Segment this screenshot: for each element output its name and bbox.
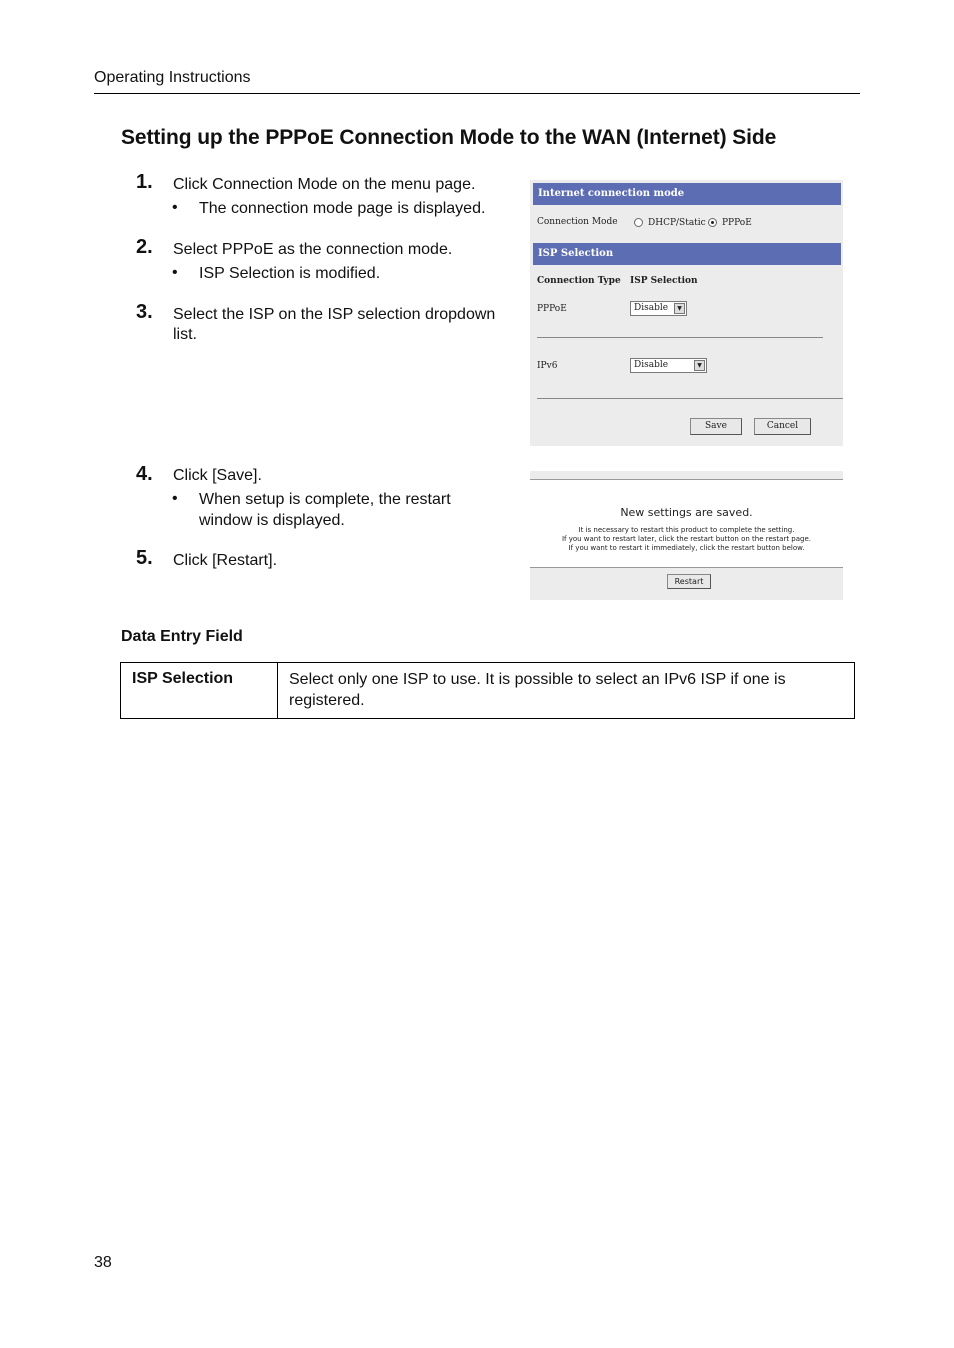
step-text-5: Click [Restart].: [173, 552, 278, 569]
step-text-4: Click [Save].: [173, 467, 262, 484]
internet-connection-mode-header: Internet connection mode: [533, 183, 841, 205]
dhcp-static-radio[interactable]: [634, 218, 643, 227]
step-number-1: 1.: [136, 171, 153, 193]
save-button[interactable]: Save: [690, 418, 742, 435]
pppoe-isp-dropdown-value: Disable: [634, 303, 669, 313]
step-text-1: Click Connection Mode on the menu page.: [173, 176, 476, 193]
bullet-marker: •: [172, 490, 178, 507]
restart-note-line3: If you want to restart it immediately, click the restart button below.: [568, 544, 805, 552]
step-bullet-2: ISP Selection is modified.: [199, 265, 381, 282]
step-number-4: 4.: [136, 463, 153, 485]
step-number-5: 5.: [136, 547, 153, 569]
data-entry-table: [120, 662, 855, 719]
data-entry-heading: Data Entry Field: [121, 628, 243, 645]
step-bullet-1: The connection mode page is displayed.: [199, 200, 486, 217]
settings-saved-title: New settings are saved.: [620, 506, 753, 519]
restart-note-line1: It is necessary to restart this product to complete the setting.: [578, 526, 795, 534]
bullet-marker: •: [172, 199, 178, 216]
page-number: 38: [94, 1254, 112, 1271]
restart-window-screenshot: [530, 471, 843, 600]
header-rule: [94, 93, 860, 94]
step-text-2: Select PPPoE as the connection mode.: [173, 241, 453, 258]
section-title: Setting up the PPPoE Connection Mode to the WAN (Internet) Side: [121, 126, 777, 149]
divider: [537, 398, 843, 399]
isp-selection-column-header: ISP Selection: [630, 276, 698, 286]
bullet-marker: •: [172, 264, 178, 281]
step-text-3-line2: list.: [173, 326, 197, 343]
dhcp-static-label: DHCP/Static: [648, 218, 706, 228]
ipv6-row-label: IPv6: [537, 361, 558, 371]
field-name-cell: ISP Selection: [132, 670, 234, 687]
pppoe-isp-dropdown[interactable]: [630, 301, 687, 316]
divider: [537, 337, 823, 338]
pppoe-row-label: PPPoE: [537, 304, 567, 314]
step-number-2: 2.: [136, 236, 153, 258]
step-text-3-line1: Select the ISP on the ISP selection dropdown: [173, 306, 496, 323]
restart-message-panel: [530, 479, 843, 568]
running-header: Operating Instructions: [94, 69, 251, 86]
connection-type-column-header: Connection Type: [537, 276, 621, 286]
restart-button[interactable]: Restart: [667, 574, 711, 589]
restart-note-line2: If you want to restart later, click the restart button on the restart page.: [561, 535, 812, 543]
connection-mode-screenshot: [530, 180, 843, 446]
step-bullet-4-line1: When setup is complete, the restart: [199, 491, 451, 508]
ipv6-isp-dropdown-value: Disable: [634, 360, 669, 370]
field-description-cell: Select only one ISP to use. It is possible to select an IPv6 ISP if one is registered.: [289, 671, 786, 709]
ipv6-isp-dropdown[interactable]: [630, 358, 707, 373]
step-bullet-4-line2: window is displayed.: [199, 512, 345, 529]
isp-selection-header: ISP Selection: [533, 243, 841, 265]
cancel-button[interactable]: Cancel: [754, 418, 811, 435]
connection-mode-label: Connection Mode: [537, 217, 618, 227]
pppoe-radio-label: PPPoE: [722, 218, 752, 228]
chevron-down-icon: ▼: [694, 360, 705, 371]
pppoe-radio[interactable]: [708, 218, 717, 227]
table-divider: [277, 663, 278, 718]
chevron-down-icon: ▼: [674, 303, 685, 314]
step-number-3: 3.: [136, 301, 153, 323]
